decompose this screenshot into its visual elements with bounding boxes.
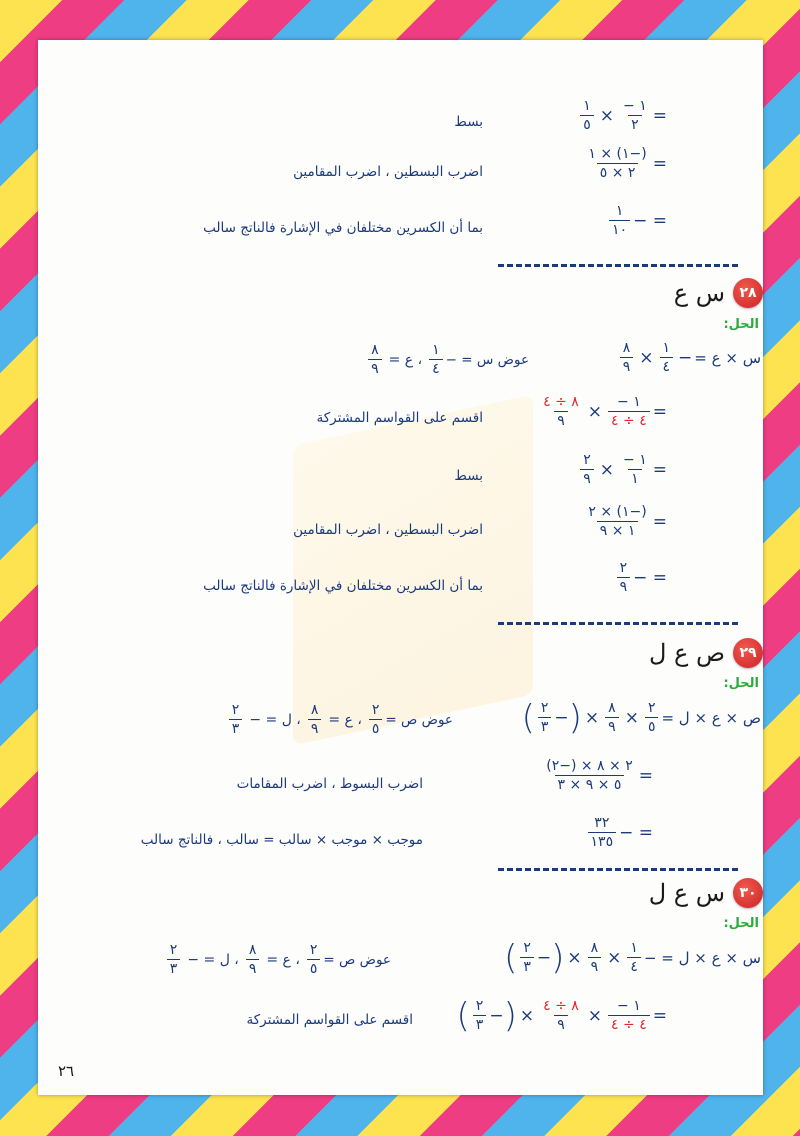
- question-number-badge: ٢٨: [733, 278, 763, 308]
- book-watermark: [293, 394, 533, 745]
- math-step: = − $\frac{٣٢}{١٣٥}$: [585, 815, 653, 850]
- question-number-badge: ٣٠: [733, 878, 763, 908]
- page-number: ٢٦: [58, 1062, 75, 1080]
- substitution: عوض ص = $\frac{٢}{٥}$ ، ع = $\frac{٨}{٩}$ ، ل = − $\frac{٢}{٣}$: [226, 702, 453, 737]
- substitution: عوض س = − $\frac{١}{٤}$ ، ع = $\frac{٨}{٩}$: [365, 342, 529, 377]
- math-step: = $\frac{١ -}{١}$ × $\frac{٢}{٩}$: [577, 452, 667, 487]
- math-step: = − $\frac{٢}{٩}$: [614, 560, 667, 595]
- step-explanation: اقسم على القواسم المشتركة: [316, 410, 483, 426]
- math-step: = $\frac{(-١) \times ٢}{١ \times ٩}$: [588, 504, 667, 540]
- question-header: [649, 878, 763, 908]
- question-header: [674, 278, 763, 308]
- math-step: = $\frac{١ -}{٤ \div ٤}$ × $\frac{٨ \div ٤}{٩}$: [543, 394, 667, 430]
- math-step: = $\frac{٢ \times ٨ \times (-٢)}{٥ \times ٩ \times ٣}$: [546, 758, 653, 794]
- section-divider: [498, 264, 738, 267]
- worksheet-page: [38, 40, 763, 1095]
- step-explanation: اضرب البسطين ، اضرب المقامين: [293, 522, 483, 538]
- section-divider: [498, 868, 738, 871]
- math-step: س × ع × ل = − $\frac{١}{٤}$ × $\frac{٨}{٩}$ × ( − $\frac{٢}{٣}$ ): [504, 937, 761, 978]
- step-explanation: بما أن الكسرين مختلفان في الإشارة فالناتج سالب: [203, 578, 483, 594]
- math-step: س × ع = − $\frac{١}{٤}$ × $\frac{٨}{٩}$: [617, 340, 761, 375]
- section-divider: [498, 622, 738, 625]
- math-step: = $\frac{١ -}{٢}$ × $\frac{١}{٥}$: [577, 98, 667, 133]
- step-explanation: بما أن الكسرين مختلفان في الإشارة فالناتج سالب: [203, 220, 483, 236]
- solution-label: الحل:: [723, 676, 759, 691]
- fraction: $\frac{١}{٥}$: [580, 98, 594, 133]
- fraction: $\frac{(-١) \times ١}{٢ \times ٥}$: [588, 146, 647, 182]
- fraction: $\frac{١ -}{٢}$: [623, 98, 647, 134]
- substitution-label: عوض س = −: [445, 351, 529, 368]
- step-explanation: اضرب البسوط ، اضرب المقامات: [236, 776, 423, 792]
- math-step: = − $\frac{١}{١٠}$: [606, 203, 667, 238]
- step-explanation: اضرب البسطين ، اضرب المقامين: [293, 164, 483, 180]
- question-number-badge: ٢٩: [733, 638, 763, 668]
- math-step: = $\frac{(-١) \times ١}{٢ \times ٥}$: [582, 146, 667, 181]
- math-step: = $\frac{١ -}{٤ \div ٤}$ × $\frac{٨ \div ٤}{٩}$ × ( − $\frac{٢}{٣}$ ): [456, 995, 667, 1036]
- question-title: ص ع ل: [648, 639, 725, 667]
- solution-label: الحل:: [723, 916, 759, 931]
- math-step: ص × ع × ل = $\frac{٢}{٥}$ × $\frac{٨}{٩}$ × ( − $\frac{٢}{٣}$ ): [521, 697, 761, 738]
- question-title: س ع: [673, 279, 725, 307]
- step-explanation: بسط: [454, 114, 483, 130]
- fraction: $\frac{١}{١٠}$: [609, 203, 630, 238]
- question-title: س ع ل: [648, 879, 725, 907]
- solution-label: الحل:: [723, 317, 759, 332]
- step-explanation: موجب × موجب × سالب = سالب ، فالناتج سالب: [140, 832, 423, 848]
- step-explanation: اقسم على القواسم المشتركة: [246, 1012, 413, 1028]
- equals: =: [652, 105, 667, 126]
- substitution: عوض ص = $\frac{٢}{٥}$ ، ع = $\frac{٨}{٩}$ ، ل = − $\frac{٢}{٣}$: [164, 942, 391, 977]
- step-explanation: بسط: [454, 468, 483, 484]
- question-header: [649, 638, 763, 668]
